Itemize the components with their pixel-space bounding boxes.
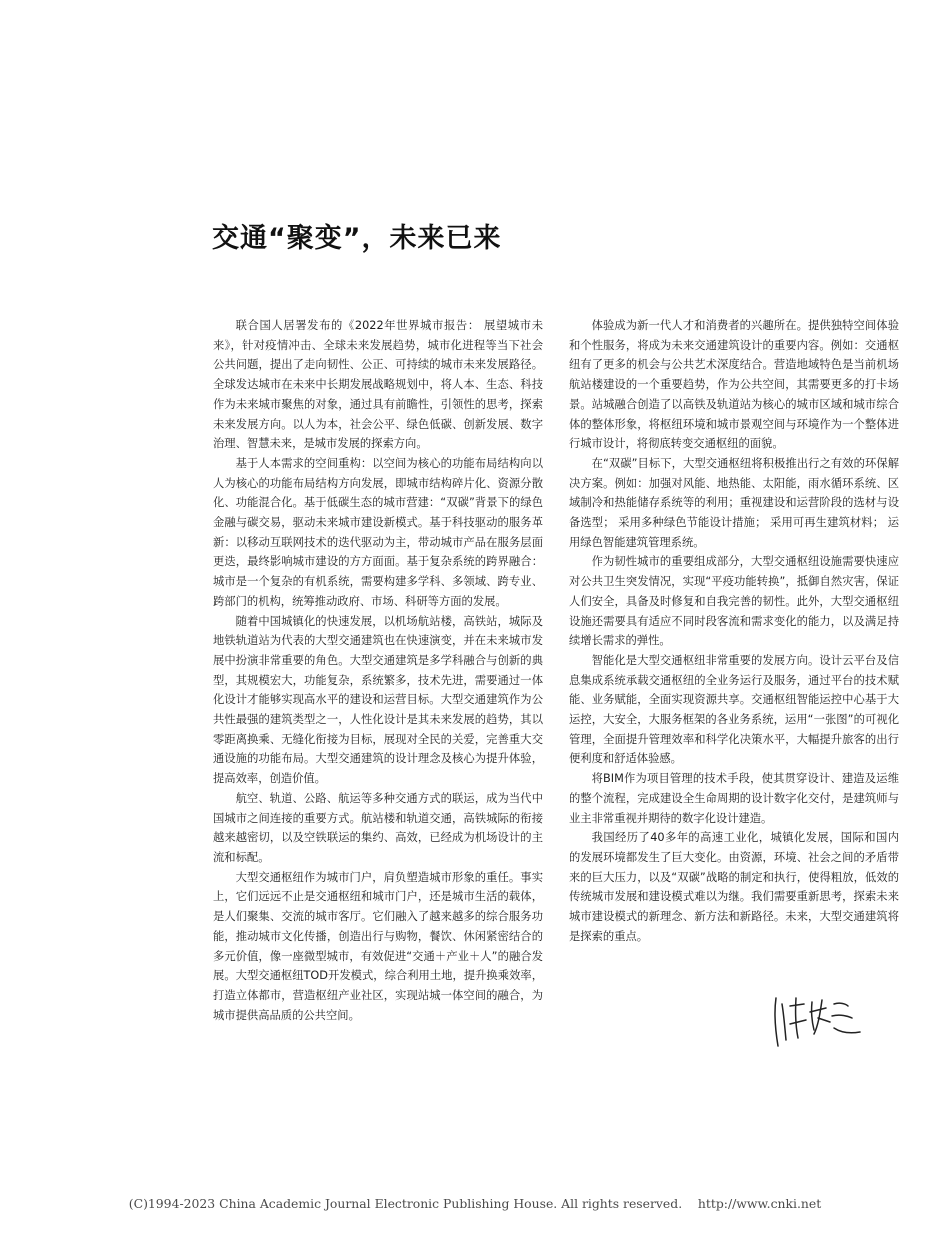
paragraph: 在“双碳”目标下，大型交通枢纽将积极推出行之有效的环保解决方案。例如：加强对风能、地热能、太阳能，雨水循环系统、区域制冷和热能储存系统等的利用；重视建设和运营阶段的选材与设备选型； 采用多种绿色节能设计措施； 采用可再生建筑材料； 运用绿色智能建筑管理系统。 xyxy=(569,456,899,549)
copyright-footer xyxy=(0,1196,950,1211)
handwritten-signature xyxy=(768,988,868,1050)
right-column xyxy=(569,316,899,947)
article-title: 交通“聚变”，未来已来 xyxy=(212,223,502,254)
paragraph: 作为韧性城市的重要组成部分，大型交通枢纽设施需要快速应对公共卫生突发情况，实现“平疫功能转换”，抵御自然灾害，保证人们安全，具备及时修复和自我完善的韧性。此外，大型交通枢纽设施还需要具有适应不同时段客流和需求变化的能力，以及满足持续增长需求的弹性。 xyxy=(569,555,899,648)
footer-url: http://www.cnki.net xyxy=(697,1196,822,1211)
paragraph: 航空、轨道、公路、航运等多种交通方式的联运，成为当代中国城市之间连接的重要方式。航站楼和轨道交通，高铁城际的衔接越来越密切，以及空铁联运的集约、高效，已经成为机场设计的主流和标配。 xyxy=(213,791,543,864)
paragraph: 将BIM作为项目管理的技术手段，使其贯穿设计、建造及运维的整个流程，完成建设全生命周期的设计数字化交付，是建筑师与业主非常重视并期待的数字化设计建造。 xyxy=(569,772,899,825)
paragraph: 智能化是大型交通枢纽非常重要的发展方向。设计云平台及信息集成系统承载交通枢纽的全业务运行及服务，通过平台的技术赋能、业务赋能，全面实现资源共享。交通枢纽智能运控中心基于大运控，大安全，大服务框架的各业务系统，运用“一张图”的可视化管理，全面提升管理效率和科学化决策水平，大幅提升旅客的出行便利度和舒适体验感。 xyxy=(569,653,899,766)
paragraph: 大型交通枢纽作为城市门户，肩负塑造城市形象的重任。事实上，它们远远不止是交通枢纽和城市门户，还是城市生活的载体，是人们聚集、交流的城市客厅。它们融入了越来越多的综合服务功能，推动城市文化传播，创造出行与购物，餐饮、休闲紧密结合的多元价值，像一座微型城市，有效促进“交通＋产业＋人”的融合发展。大型交通枢纽TOD开发模式，综合利用土地，提升换乘效率，打造立体都市，营造枢纽产业社区，实现站城一体空间的融合，为城市提供高品质的公共空间。 xyxy=(213,870,543,1022)
copyright-text: (C)1994-2023 China Academic Journal Electronic Publishing House. All rights reserved. xyxy=(128,1196,683,1211)
paragraph: 随着中国城镇化的快速发展，以机场航站楼，高铁站，城际及地铁轨道站为代表的大型交通建筑也在快速演变，并在未来城市发展中扮演非常重要的角色。大型交通建筑是多学科融合与创新的典型，其规模宏大，功能复杂，系统繁多，技术先进，需要通过一体化设计才能够实现高水平的建设和运营目标。大型交通建筑作为公共性最强的建筑类型之一，人性化设计是其未来发展的趋势，其以零距离换乘、无缝化衔接为目标，展现对全民的关爱，完善重大交通设施的功能布局。大型交通建筑的设计理念及核心为提升体验，提高效率，创造价值。 xyxy=(213,614,543,786)
paragraph: 体验成为新一代人才和消费者的兴趣所在。提供独特空间体验和个性服务，将成为未来交通建筑设计的重要内容。例如：交通枢纽有了更多的机会与公共艺术深度结合。营造地域特色是当前机场航站楼建设的一个重要趋势，作为公共空间，其需要更多的打卡场景。站城融合创造了以高铁及轨道站为核心的城市区域和城市综合体的整体形象，将枢纽环境和城市景观空间与环境作为一个整体进行城市设计，将彻底转变交通枢纽的面貌。 xyxy=(569,319,899,451)
paragraph: 基于人本需求的空间重构：以空间为核心的功能布局结构向以人为核心的功能布局结构方向发展，即城市结构碎片化、资源分散化、功能混合化。基于低碳生态的城市营建：“双碳”背景下的绿色金融与碳交易，驱动未来城市建设新模式。基于科技驱动的服务革新：以移动互联网技术的迭代驱动为主，带动城市产品在服务层面更迭，最终影响城市建设的方方面面。基于复杂系统的跨界融合：城市是一个复杂的有机系统，需要构建多学科、多领域、跨专业、跨部门的机构，统筹推动政府、市场、科研等方面的发展。 xyxy=(213,456,543,608)
left-column xyxy=(213,316,543,1025)
paragraph: 我国经历了40多年的高速工业化，城镇化发展，国际和国内的发展环境都发生了巨大变化。由资源，环境、社会之间的矛盾带来的巨大压力，以及“双碳”战略的制定和执行，使得粗放，低效的传统城市发展和建设模式难以为继。我们需要重新思考，探索未来城市建设模式的新理念、新方法和新路径。未来，大型交通建筑将是探索的重点。 xyxy=(569,831,899,943)
paragraph: 联合国人居署发布的《2022年世界城市报告： 展望城市未来》，针对疫情冲击、全球未来发展趋势，城市化进程等当下社会公共问题，提出了走向韧性、公正、可持续的城市未来发展路径。全球发达城市在未来中长期发展战略规划中，将人本、生态、科技作为未来城市聚焦的对象，通过具有前瞻性，引领性的思考，探索未来发展方向。以人为本，社会公平、绿色低碳、创新发展、数字治理、智慧未来，是城市发展的探索方向。 xyxy=(213,319,543,451)
